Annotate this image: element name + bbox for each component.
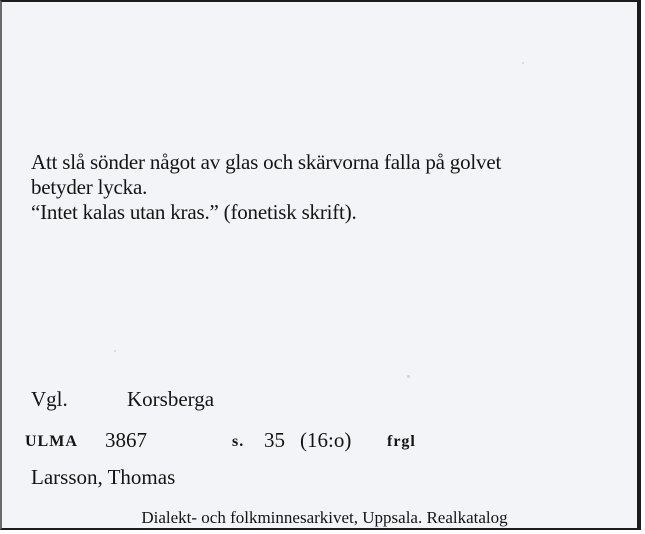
region-label: Vgl.	[31, 387, 68, 411]
entry-line-2: betyder lycka.	[31, 175, 148, 199]
place-name: Korsberga	[127, 387, 215, 411]
archive-label: ULMA	[25, 433, 78, 450]
archive-footer: Dialekt- och folkminnesarkivet, Uppsala. Realkatalog	[141, 508, 508, 527]
recorder-name: Larsson, Thomas	[31, 465, 176, 489]
category-code: frgl	[387, 433, 416, 450]
page-number: 35	[264, 428, 285, 452]
paper-speck	[114, 350, 116, 352]
archive-number: 3867	[105, 428, 147, 452]
paper-speck	[522, 62, 524, 64]
entry-line-1: Att slå sönder något av glas och skärvorna falla på golvet	[31, 150, 502, 174]
page-label: s.	[232, 433, 245, 450]
entry-line-3: “Intet kalas utan kras.” (fonetisk skrift).	[31, 200, 357, 224]
page-reference: (16:o)	[300, 428, 352, 452]
card-entry-text	[31, 150, 501, 225]
paper-speck	[407, 375, 410, 378]
